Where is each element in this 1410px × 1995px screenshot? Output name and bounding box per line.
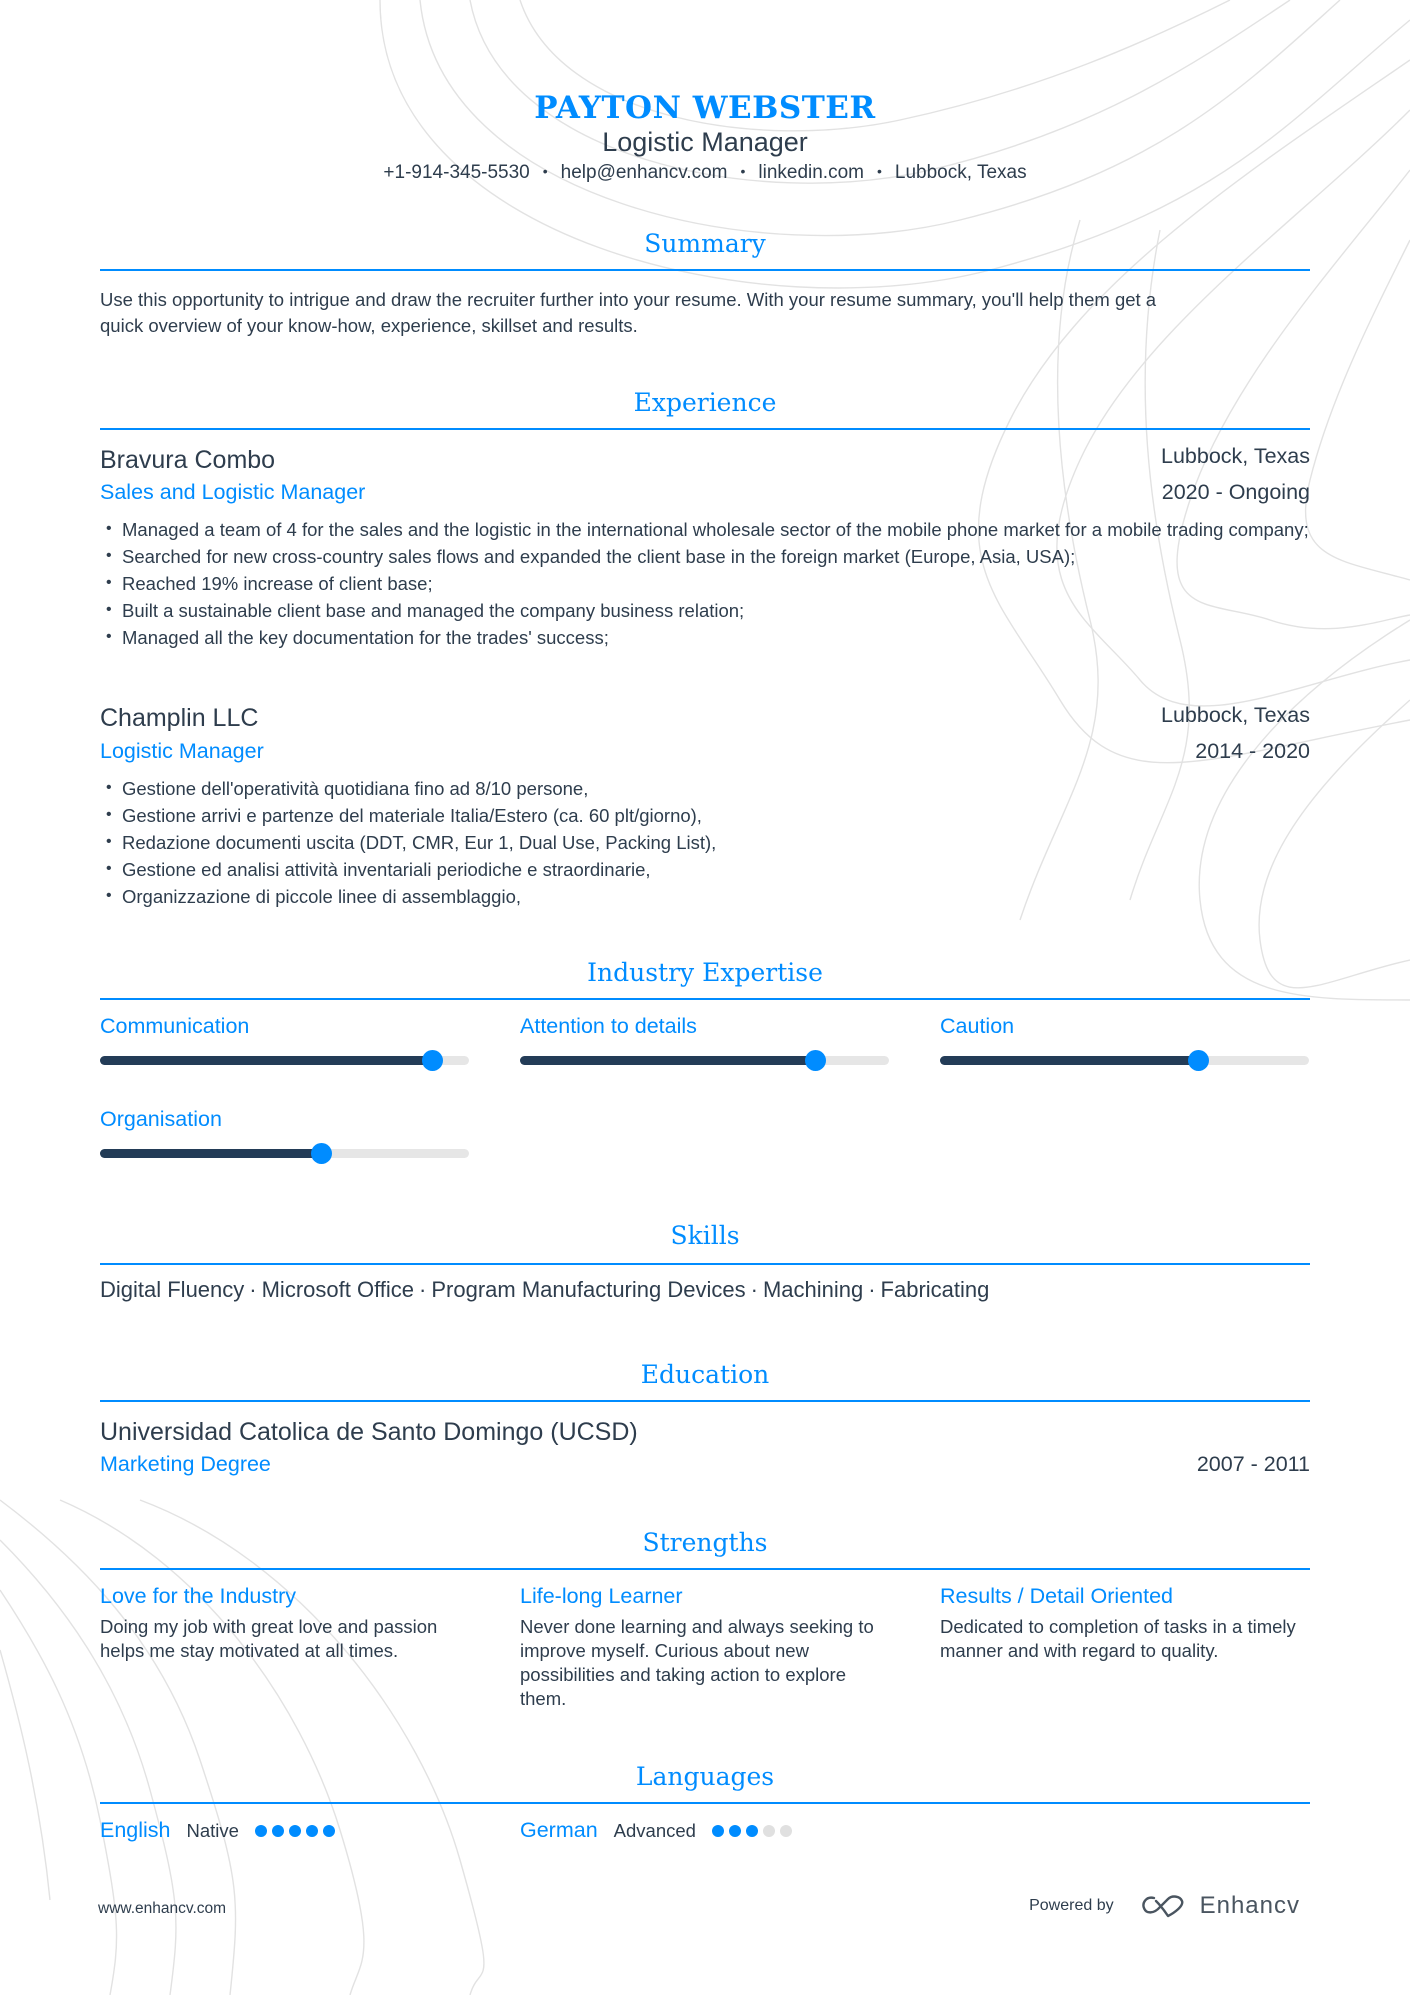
separator-dot: •	[876, 163, 882, 179]
email: help@enhancv.com	[560, 162, 728, 183]
separator-dot: •	[542, 163, 548, 179]
phone: +1-914-345-5530	[383, 162, 530, 183]
job-bullet: • Gestione ed analisi attività inventariali periodiche e straordinarie,	[100, 856, 1310, 883]
language-name: German	[520, 1818, 598, 1842]
section-title-strengths: Strengths	[642, 1528, 768, 1557]
job-bullets	[100, 775, 1310, 910]
education-dates: 2007 - 2011	[1196, 1452, 1310, 1476]
summary-text	[100, 287, 1310, 339]
strength-item	[940, 1584, 1309, 1663]
job-location: Lubbock, Texas	[1160, 444, 1310, 468]
section-title-languages: Languages	[635, 1762, 775, 1791]
enhancv-logo-icon	[1140, 1893, 1188, 1919]
expertise-label: Attention to details	[520, 1014, 697, 1038]
expertise-knob	[422, 1050, 443, 1071]
resume-page	[100, 0, 1310, 1995]
job-role: Logistic Manager	[100, 739, 264, 763]
expertise-knob	[311, 1143, 332, 1164]
language-proficiency-dots	[712, 1825, 792, 1837]
job-bullet: • Managed a team of 4 for the sales and the logistic in the international wholesale sector of the mobile phone market for a mobile trading company;	[100, 516, 1310, 543]
skill-item: Digital Fluency	[100, 1277, 245, 1302]
section-title-experience: Experience	[633, 388, 777, 417]
summary-line: quick overview of your know-how, experience, skillset and results.	[100, 315, 638, 336]
section-divider	[100, 1802, 1310, 1804]
job-dates: 2020 - Ongoing	[1161, 480, 1310, 504]
separator-dot: ·	[419, 1277, 427, 1302]
dot-filled	[272, 1825, 284, 1837]
dot-filled	[289, 1825, 301, 1837]
contact-info	[100, 162, 1310, 184]
strength-description: Doing my job with great love and passion helps me stay motivated at all times.	[100, 1616, 438, 1661]
separator-dot: ·	[750, 1277, 758, 1302]
dot-filled	[746, 1825, 758, 1837]
language-level: Native	[186, 1819, 239, 1841]
expertise-bar	[100, 1056, 469, 1065]
separator-dot: ·	[868, 1277, 876, 1302]
expertise-bar-fill	[520, 1056, 815, 1065]
dot-filled	[712, 1825, 724, 1837]
expertise-bar	[520, 1056, 889, 1065]
job-bullet: • Redazione documenti uscita (DDT, CMR, Eur 1, Dual Use, Packing List),	[100, 829, 1310, 856]
strength-item	[520, 1584, 889, 1711]
language-name: English	[100, 1818, 171, 1842]
section-divider	[100, 1263, 1310, 1265]
separator-dot: ·	[249, 1277, 257, 1302]
job-dates: 2014 - 2020	[1195, 739, 1310, 763]
job-bullet: • Reached 19% increase of client base;	[100, 570, 1310, 597]
job-bullets	[100, 516, 1310, 651]
expertise-label: Communication	[100, 1014, 250, 1038]
section-title-skills: Skills	[670, 1221, 740, 1250]
language-item	[520, 1818, 792, 1843]
section-divider	[100, 1400, 1310, 1402]
strength-title: Results / Detail Oriented	[940, 1584, 1174, 1608]
strength-title: Life-long Learner	[520, 1584, 683, 1608]
expertise-label: Caution	[940, 1014, 1015, 1038]
skills-list	[100, 1277, 989, 1303]
powered-by-label: Powered by	[1029, 1897, 1114, 1914]
education-degree: Marketing Degree	[100, 1452, 271, 1476]
candidate-name: PAYTON WEBSTER	[534, 90, 876, 126]
section-divider	[100, 1568, 1310, 1570]
section-divider	[100, 269, 1310, 271]
language-proficiency-dots	[255, 1825, 335, 1837]
dot-filled	[729, 1825, 741, 1837]
expertise-bar	[940, 1056, 1309, 1065]
section-title-summary: Summary	[644, 229, 766, 258]
expertise-bar-fill	[940, 1056, 1198, 1065]
linkedin: linkedin.com	[758, 162, 864, 183]
job-company: Bravura Combo	[100, 446, 276, 474]
job-company: Champlin LLC	[100, 704, 259, 732]
job-bullet: • Managed all the key documentation for the trades' success;	[100, 624, 1310, 651]
job-location: Lubbock, Texas	[1160, 703, 1310, 727]
footer-powered-by[interactable]	[1029, 1892, 1300, 1920]
dot-empty	[780, 1825, 792, 1837]
job-bullet: • Gestione dell'operatività quotidiana fino ad 8/10 persone,	[100, 775, 1310, 802]
expertise-bar	[100, 1149, 469, 1158]
language-item	[100, 1818, 335, 1843]
strength-description: Never done learning and always seeking to improve myself. Curious about new possibilities and taking action to explore them.	[520, 1616, 874, 1709]
separator-dot: •	[740, 163, 746, 179]
strength-description: Dedicated to completion of tasks in a timely manner and with regard to quality.	[940, 1616, 1296, 1661]
section-title-education: Education	[640, 1360, 770, 1389]
job-role: Sales and Logistic Manager	[100, 480, 366, 504]
job-bullet: • Built a sustainable client base and managed the company business relation;	[100, 597, 1310, 624]
job-bullet: • Organizzazione di piccole linee di assemblaggio,	[100, 883, 1310, 910]
skill-item: Program Manufacturing Devices	[431, 1277, 746, 1302]
dot-filled	[323, 1825, 335, 1837]
job-bullet: • Searched for new cross-country sales flows and expanded the client base in the foreign market (Europe, Asia, USA);	[100, 543, 1310, 570]
section-divider	[100, 998, 1310, 1000]
skill-item: Machining	[762, 1277, 864, 1302]
expertise-bar-fill	[100, 1149, 321, 1158]
summary-line: Use this opportunity to intrigue and draw the recruiter further into your resume. With your resume summary, you'll help them get a	[100, 289, 1157, 310]
section-title-industry-expertise: Industry Expertise	[587, 958, 823, 987]
expertise-label: Organisation	[100, 1107, 222, 1131]
dot-filled	[255, 1825, 267, 1837]
expertise-bar-fill	[100, 1056, 432, 1065]
strength-item	[100, 1584, 469, 1663]
footer-website-link[interactable]: www.enhancv.com	[98, 1900, 227, 1917]
section-divider	[100, 428, 1310, 430]
dot-empty	[763, 1825, 775, 1837]
strength-title: Love for the Industry	[100, 1584, 296, 1608]
candidate-title: Logistic Manager	[602, 127, 808, 157]
dot-filled	[306, 1825, 318, 1837]
enhancv-brand-name: Enhancv	[1199, 1892, 1300, 1919]
location: Lubbock, Texas	[894, 162, 1027, 183]
skill-item: Microsoft Office	[261, 1277, 415, 1302]
job-bullet: • Gestione arrivi e partenze del materiale Italia/Estero (ca. 60 plt/giorno),	[100, 802, 1310, 829]
education-school: Universidad Catolica de Santo Domingo (UCSD)	[100, 1418, 638, 1446]
expertise-knob	[805, 1050, 826, 1071]
expertise-knob	[1188, 1050, 1209, 1071]
language-level: Advanced	[613, 1819, 696, 1841]
skill-item: Fabricating	[880, 1277, 990, 1302]
